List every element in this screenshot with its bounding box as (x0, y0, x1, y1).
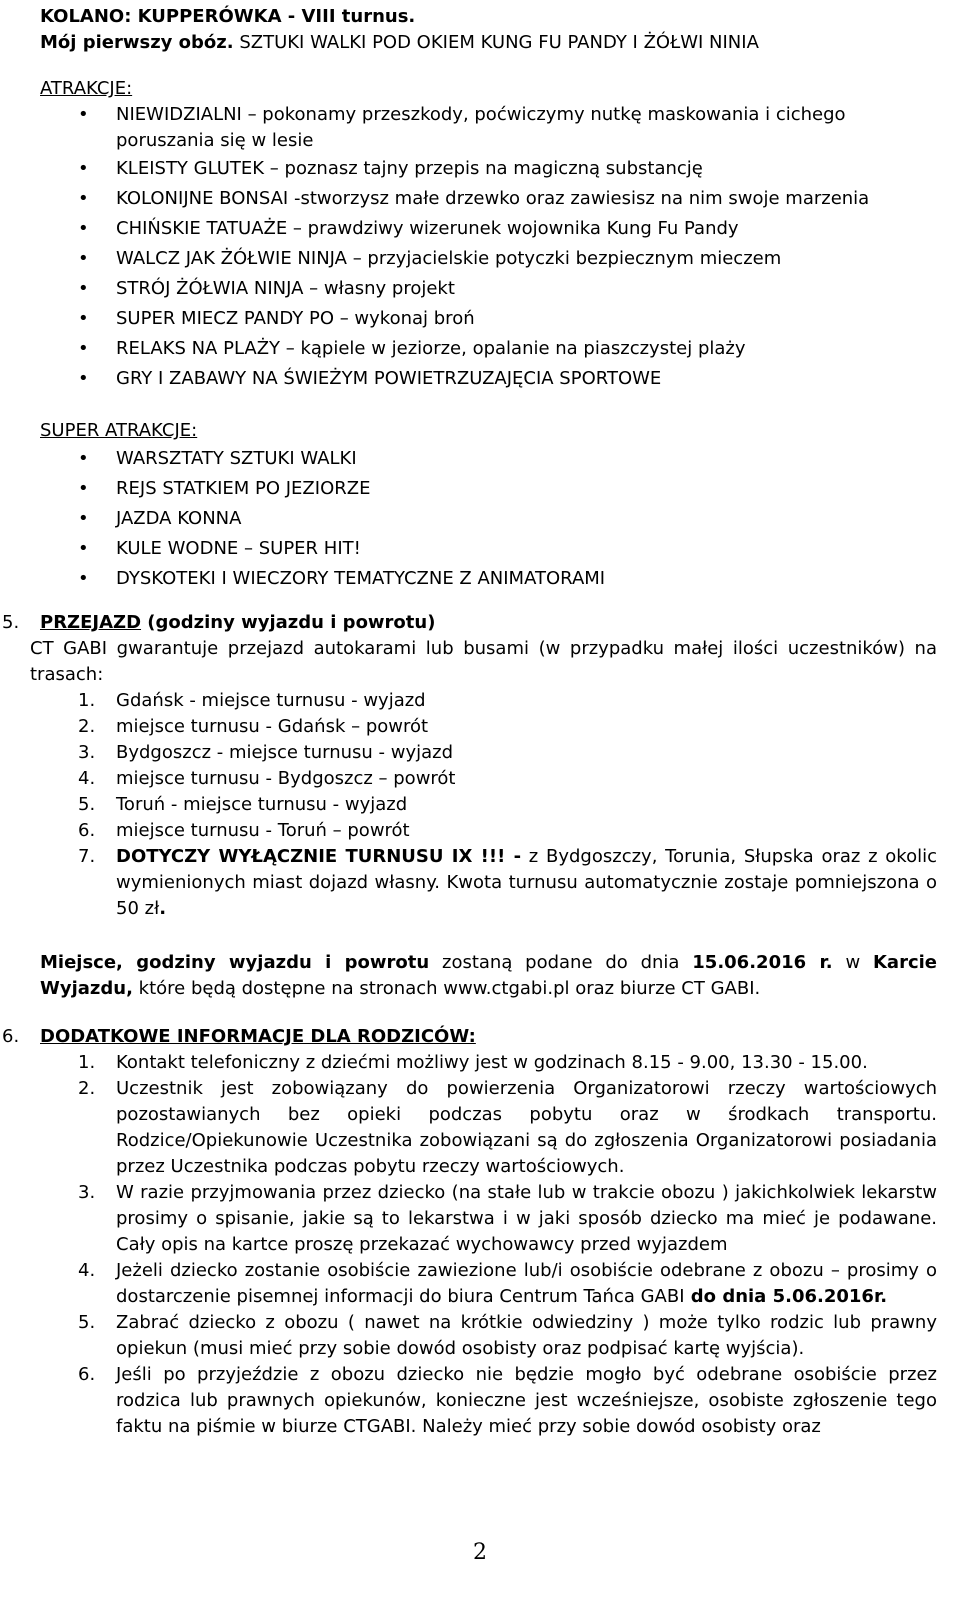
parents-info-list (40, 1050, 937, 1440)
list-item: • KULE WODNE – SUPER HIT! (78, 534, 937, 564)
list-item: 6. Jeśli po przyjeździe z obozu dziecko nie będzie mogło być odebrane osobiście przez rodzica lub prawnych opiekunów, konieczne jest wcześniejsze, osobiste zgłoszenie tego faktu na piśmie w biurze CTGABI. Należy mieć przy sobie dowód osobisty oraz (78, 1364, 937, 1437)
list-item: • CHIŃSKIE TATUAŻE – prawdziwy wizerunek wojownika Kung Fu Pandy (78, 214, 937, 244)
list-item: • SUPER MIECZ PANDY PO – wykonaj broń (78, 304, 937, 334)
list-item: • KLEISTY GLUTEK – poznasz tajny przepis na magiczną substancję (78, 154, 937, 184)
section-5-heading (2, 610, 937, 636)
page-number: 2 (473, 1540, 487, 1565)
section-title: PRZEJAZD (40, 612, 142, 633)
section-number: 5. (2, 612, 20, 633)
list-item: 5. Zabrać dziecko z obozu ( nawet na krótkie odwiedziny ) może tylko rodzic lub prawny opiekun (musi mieć przy sobie dowód osobisty oraz podpisać kartę wyjścia). (78, 1312, 937, 1359)
list-item: • WARSZTATY SZTUKI WALKI (78, 444, 937, 474)
list-item: 4. miejsce turnusu - Bydgoszcz – powrót (78, 768, 456, 789)
routes-list (40, 688, 937, 922)
list-item: • DYSKOTEKI I WIECZORY TEMATYCZNE Z ANIMATORAMI (78, 564, 937, 594)
list-item: 1. Kontakt telefoniczny z dziećmi możliwy jest w godzinach 8.15 - 9.00, 13.30 - 15.00. (78, 1052, 868, 1073)
list-item: 2. miejsce turnusu - Gdańsk – powrót (78, 716, 429, 737)
camp-location: KOLANO: KUPPERÓWKA - VIII turnus. (40, 6, 416, 27)
transport-intro: CT GABI gwarantuje przejazd autokarami lub busami (w przypadku małej ilości uczestników) na trasach: (30, 638, 937, 685)
camp-title (40, 30, 937, 56)
list-item: 3. W razie przyjmowania przez dziecko (na stałe lub w trakcie obozu ) jakichkolwiek lekarstw prosimy o spisanie, jakie są to lekarstwa i w jaki sposób dziecko ma mieć je podawane. Cały opis na kartce proszę przekazać wychowawcy przed wyjazdem (78, 1182, 937, 1255)
list-item: 2. Uczestnik jest zobowiązany do powierzenia Organizatorowi rzeczy wartościowych pozostawianych bez opieki podczas pobytu oraz w środkach transportu. Rodzice/Opiekunowie Uczestnika zobowiązani są do zgłoszenia Organizatorowi posiadania przez Uczestnika podczas pobytu rzeczy wartościowych. (78, 1078, 937, 1177)
super-attractions-heading: SUPER ATRAKCJE: (40, 420, 198, 441)
section-number: 6. (2, 1026, 20, 1047)
list-item: 4. Jeżeli dziecko zostanie osobiście zawiezione lub/i osobiście odebrane z obozu – prosimy o dostarczenie pisemnej informacji do biura Centrum Tańca GABI do dnia 5.06.2016r. (78, 1260, 937, 1307)
list-item: 3. Bydgoszcz - miejsce turnusu - wyjazd (78, 742, 454, 763)
list-item: 7. DOTYCZY WYŁĄCZNIE TURNUSU IX !!! - z Bydgoszczy, Torunia, Słupska oraz z okolic wymienionych miast dojazd własny. Kwota turnusu automatycznie zostaje pomniejszona o 50 zł. (78, 846, 938, 919)
document-page (2, 4, 938, 1440)
list-item: • GRY I ZABAWY NA ŚWIEŻYM POWIETRZUZAJĘCIA SPORTOWE (78, 364, 937, 394)
list-item: • STRÓJ ŻÓŁWIA NINJA – własny projekt (78, 274, 937, 304)
list-item: • RELAKS NA PLAŻY – kąpiele w jeziorze, opalanie na piaszczystej plaży (78, 334, 937, 364)
camp-title-bold: Mój pierwszy obóz. (40, 32, 234, 53)
camp-title-rest: SZTUKI WALKI POD OKIEM KUNG FU PANDY I ŻÓŁWI NINIA (233, 32, 759, 53)
section-6-heading (2, 1024, 937, 1050)
super-attractions-list (40, 444, 937, 594)
section-title: DODATKOWE INFORMACJE DLA RODZICÓW: (40, 1026, 476, 1047)
list-item: • KOLONIJNE BONSAI -stworzysz małe drzewko oraz zawiesisz na nim swoje marzenia (78, 184, 937, 214)
list-item: • WALCZ JAK ŻÓŁWIE NINJA – przyjacielskie potyczki bezpiecznym mieczem (78, 244, 937, 274)
list-item: 5. Toruń - miejsce turnusu - wyjazd (78, 794, 408, 815)
list-item: • NIEWIDZIALNI – pokonamy przeszkody, poćwiczymy nutkę maskowania i cichego poruszania się w lesie (78, 102, 937, 154)
list-item: 6. miejsce turnusu - Toruń – powrót (78, 820, 410, 841)
section-title-rest: (godziny wyjazdu i powrotu) (141, 612, 436, 633)
list-item: • REJS STATKIEM PO JEZIORZE (78, 474, 937, 504)
attractions-list (40, 102, 937, 394)
attractions-heading: ATRAKCJE: (40, 78, 133, 99)
list-item: • JAZDA KONNA (78, 504, 937, 534)
list-item: 1. Gdańsk - miejsce turnusu - wyjazd (78, 690, 426, 711)
departure-note: Miejsce, godziny wyjazdu i powrotu zostaną podane do dnia 15.06.2016 r. w Karcie Wyjazdu, które będą dostępne na stronach www.ctgabi.pl oraz biurze CT GABI. (40, 952, 938, 999)
